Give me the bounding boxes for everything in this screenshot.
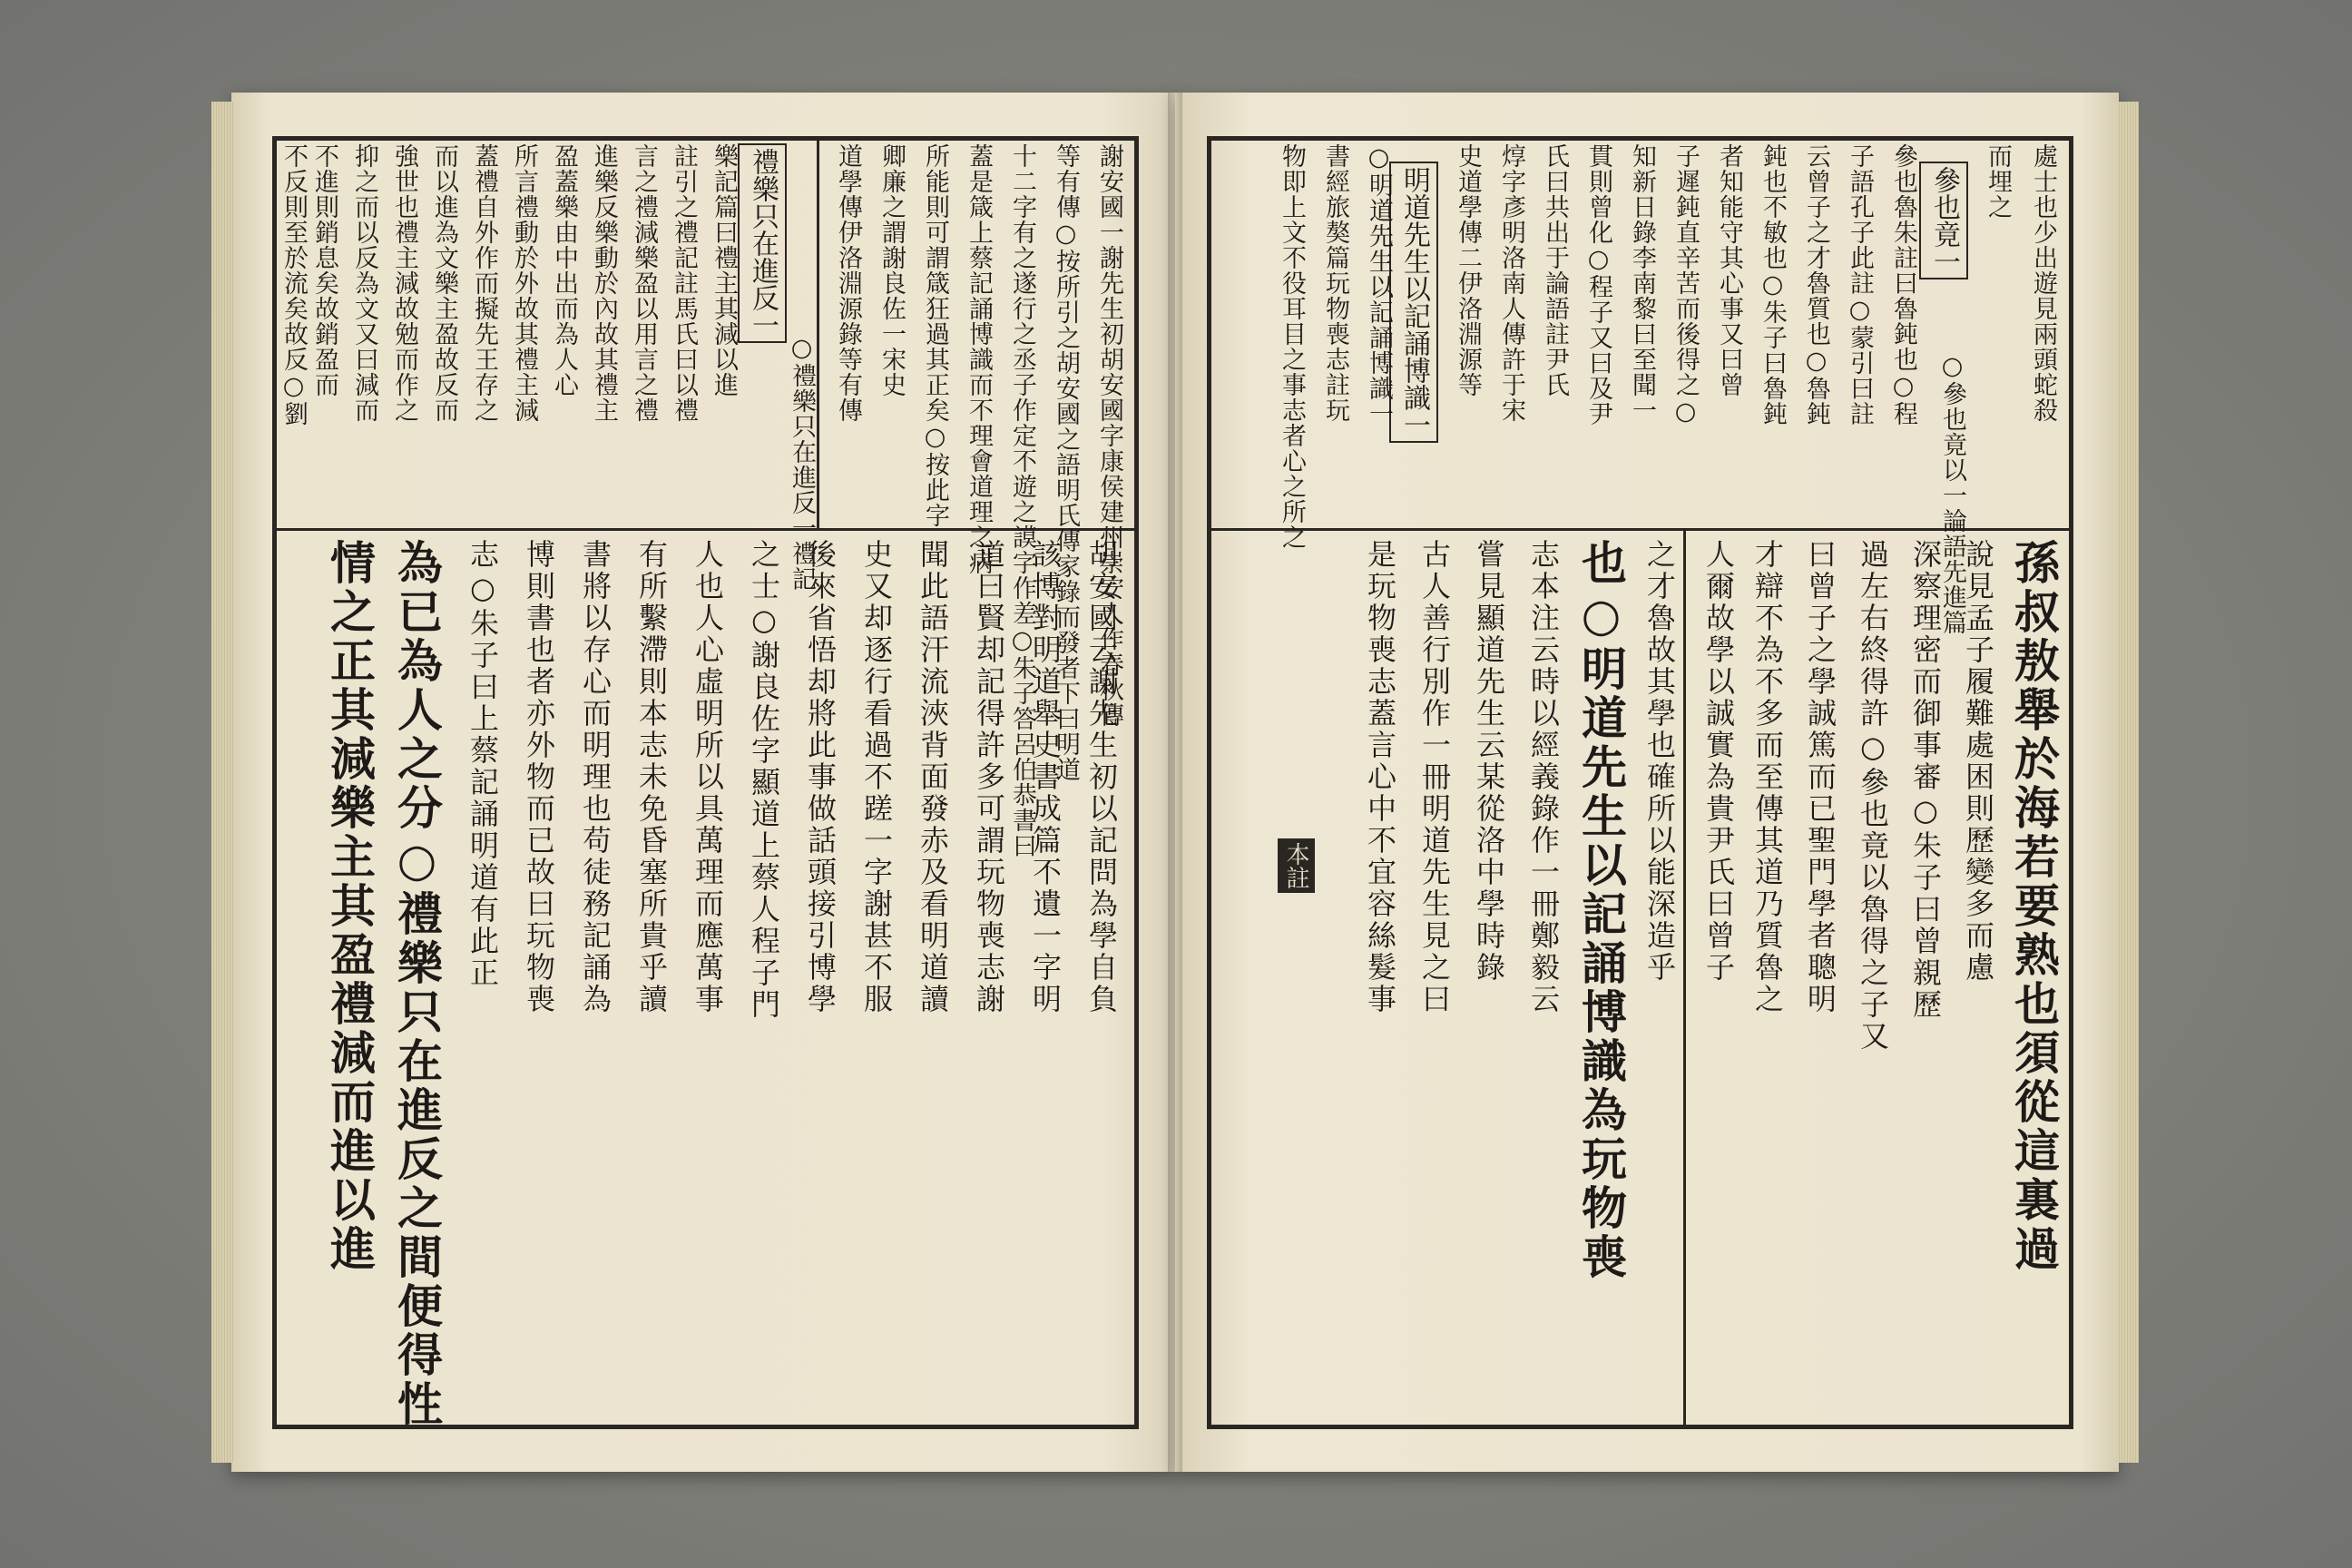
- text-column: 所言禮動於外故其禮主減: [510, 143, 538, 423]
- text-column: 人也人心虛明所以具萬理而應萬事: [691, 539, 725, 1015]
- text-column: 強世也禮主減故勉而作之: [390, 143, 418, 423]
- text-column: 蓋禮自外作而擬先王存之: [470, 143, 498, 423]
- text-column: 書將以存心而明理也苟徒務記誦為: [578, 539, 612, 1015]
- text-column: 抑之而以反為文又曰減而: [350, 143, 378, 423]
- text-column: 進樂反樂動於內故其禮主: [590, 143, 618, 423]
- right-page-edge: [2117, 102, 2139, 1463]
- heading-label-box: 明道先生以記誦博識一: [1389, 162, 1438, 443]
- text-column: 子語孔子此註○蒙引曰註: [1846, 143, 1874, 426]
- text-column: 氏曰共出于論語註尹氏: [1541, 143, 1569, 397]
- text-column: 而以進為文樂主盈故反而: [430, 143, 458, 423]
- text-column: 胡安國云謝先生初以記問為學自負: [1084, 539, 1119, 1015]
- text-column: 註引之禮記註馬氏曰以禮: [670, 143, 698, 423]
- left-main-text: [281, 539, 1125, 1429]
- text-column: 之士○謝良佐字顯道上蔡人程子門: [747, 539, 781, 1021]
- text-column: 道學傳伊洛淵源錄等有傳: [834, 143, 862, 423]
- text-column: 說見孟子履難處困則歷變多而慮: [1961, 539, 1995, 984]
- text-column: 盈蓋樂由中出而為人心: [550, 143, 578, 397]
- block-label-tag: 本註: [1278, 838, 1315, 893]
- text-column: 該博對明道舉史書成篇不遺一字明: [1028, 539, 1063, 1015]
- text-column: 云曾子之才魯質也○魯鈍: [1802, 143, 1830, 426]
- left-page-edge: [211, 102, 233, 1463]
- text-column: 史道學傳二伊洛淵源等: [1454, 143, 1482, 397]
- text-column: 史又却逐行看過不蹉一字謝甚不服: [859, 539, 894, 1015]
- text-column: 之才魯故其學也確所以能深造乎: [1642, 539, 1677, 984]
- text-column: 書經旅獒篇玩物喪志註玩: [1321, 143, 1349, 423]
- right-block-rule: [1683, 528, 1686, 1426]
- text-column: 子遲鈍直辛苦而後得之○: [1671, 143, 1700, 426]
- text-column: 後來省悟却將此事做話頭接引博學: [803, 539, 838, 1015]
- text-column: 謝安國一謝先生初胡安國字康侯建州崇安人作春秋傳: [1095, 143, 1123, 728]
- left-top-commentary-a: [279, 143, 816, 592]
- open-book: [231, 93, 2119, 1490]
- text-column: 而埋之: [1984, 143, 2012, 220]
- text-column: 鈍也不敏也○朱子曰魯鈍: [1759, 143, 1787, 426]
- text-column: 志本注云時以經義錄作一冊鄭毅云: [1526, 539, 1561, 1015]
- text-column: 所能則可謂箴狂過其正矣○按此字: [921, 143, 949, 528]
- text-column: 貫則曾化○程子又曰及尹: [1584, 143, 1612, 426]
- text-column: 不反則至於流矣故反○劉: [279, 143, 308, 426]
- text-column: 聞此語汗流浹背面發赤及看明道讀: [916, 539, 950, 1015]
- text-column: ○禮樂只在進反一禮記: [788, 334, 816, 592]
- text-column: 物即上文不役耳目之事志者心之所之: [1278, 143, 1306, 550]
- left-divider-rule: [272, 528, 1134, 531]
- text-column: 有所繫滯則本志未免昏塞所貴乎讀: [634, 539, 669, 1015]
- text-column: 蓋是箴上蔡記誦博識而不理會道理之病: [965, 143, 993, 575]
- right-divider-rule-upper: [1683, 528, 2069, 531]
- text-column: 不進則銷息矣故銷盈而: [310, 143, 338, 397]
- heading-label-box: 禮樂只在進反一: [738, 143, 787, 343]
- text-column: 曰曾子之學誠篤而已聖門學者聰明: [1803, 539, 1838, 1015]
- text-column: 樂記篇曰禮主其減以進: [710, 143, 738, 397]
- text-column: 者知能守其心事又曰曾: [1715, 143, 1743, 397]
- left-top-column-rule: [817, 136, 819, 531]
- text-column: 深察理密而御事審○朱子曰曾親歷: [1908, 539, 1943, 1021]
- text-column: 十二字有之遂行之丞子作定不遊之謨字作差○朱子答呂伯恭書曰: [1008, 143, 1036, 858]
- text-column: 卿廉之謂謝良佐一宋史: [877, 143, 906, 397]
- text-column-main: 也○明道先生以記誦博識為玩物喪: [1574, 539, 1628, 1282]
- text-column-main: 孫叔敖舉於海若要熟也須從這裏過: [2007, 539, 2061, 1274]
- text-column: 才辯不為不多而至傳其道乃質魯之: [1750, 539, 1785, 1015]
- text-column: 人爾故學以誠實為貴尹氏曰曾子: [1701, 539, 1736, 984]
- text-column: 道曰賢却記得許多可謂玩物喪志謝: [972, 539, 1006, 1015]
- text-column: 博則書也者亦外物而已故曰玩物喪: [522, 539, 556, 1015]
- book-gutter: [1168, 93, 1182, 1472]
- right-main-text-b: [1213, 539, 1678, 1415]
- right-main-text: [1694, 539, 2062, 1415]
- text-column: 參也魯朱註曰魯鈍也○程: [1889, 143, 1917, 426]
- text-column-main: 為已為人之分○禮樂只在進反之間便得性: [390, 539, 444, 1429]
- text-column-main: 情之正其減樂主其盈禮減而進以進: [323, 539, 377, 1274]
- text-column: 知新日錄李南黎曰至聞一: [1628, 143, 1656, 423]
- text-column: 古人善行別作一冊明道先生見之曰: [1417, 539, 1452, 1015]
- text-column: ○參也竟以一論語先進篇: [1938, 352, 1966, 635]
- text-column: 志○朱子曰上蔡記誦明道有此正: [466, 539, 500, 989]
- text-column: 嘗見顯道先生云某從洛中學時錄: [1472, 539, 1506, 984]
- text-column: 言之禮減樂盈以用言之禮: [630, 143, 658, 423]
- text-column: 焞字彥明洛南人傳許于宋: [1497, 143, 1525, 423]
- text-column: 過左右終得許○參也竟以魯得之子又: [1856, 539, 1890, 1053]
- text-column: ○明道先生以記誦博識一: [1365, 143, 1393, 426]
- text-column: 處士也少出遊見兩頭蛇殺: [2029, 143, 2057, 423]
- right-top-commentary: [1213, 143, 2059, 635]
- text-column: 是玩物喪志蓋言心中不宜容絲髮事: [1363, 539, 1397, 1015]
- text-column: 等有傳○按所引之胡安國之語明氏傳家錄而發者下曰明道: [1052, 143, 1080, 782]
- heading-label-box: 參也竟一: [1919, 162, 1968, 279]
